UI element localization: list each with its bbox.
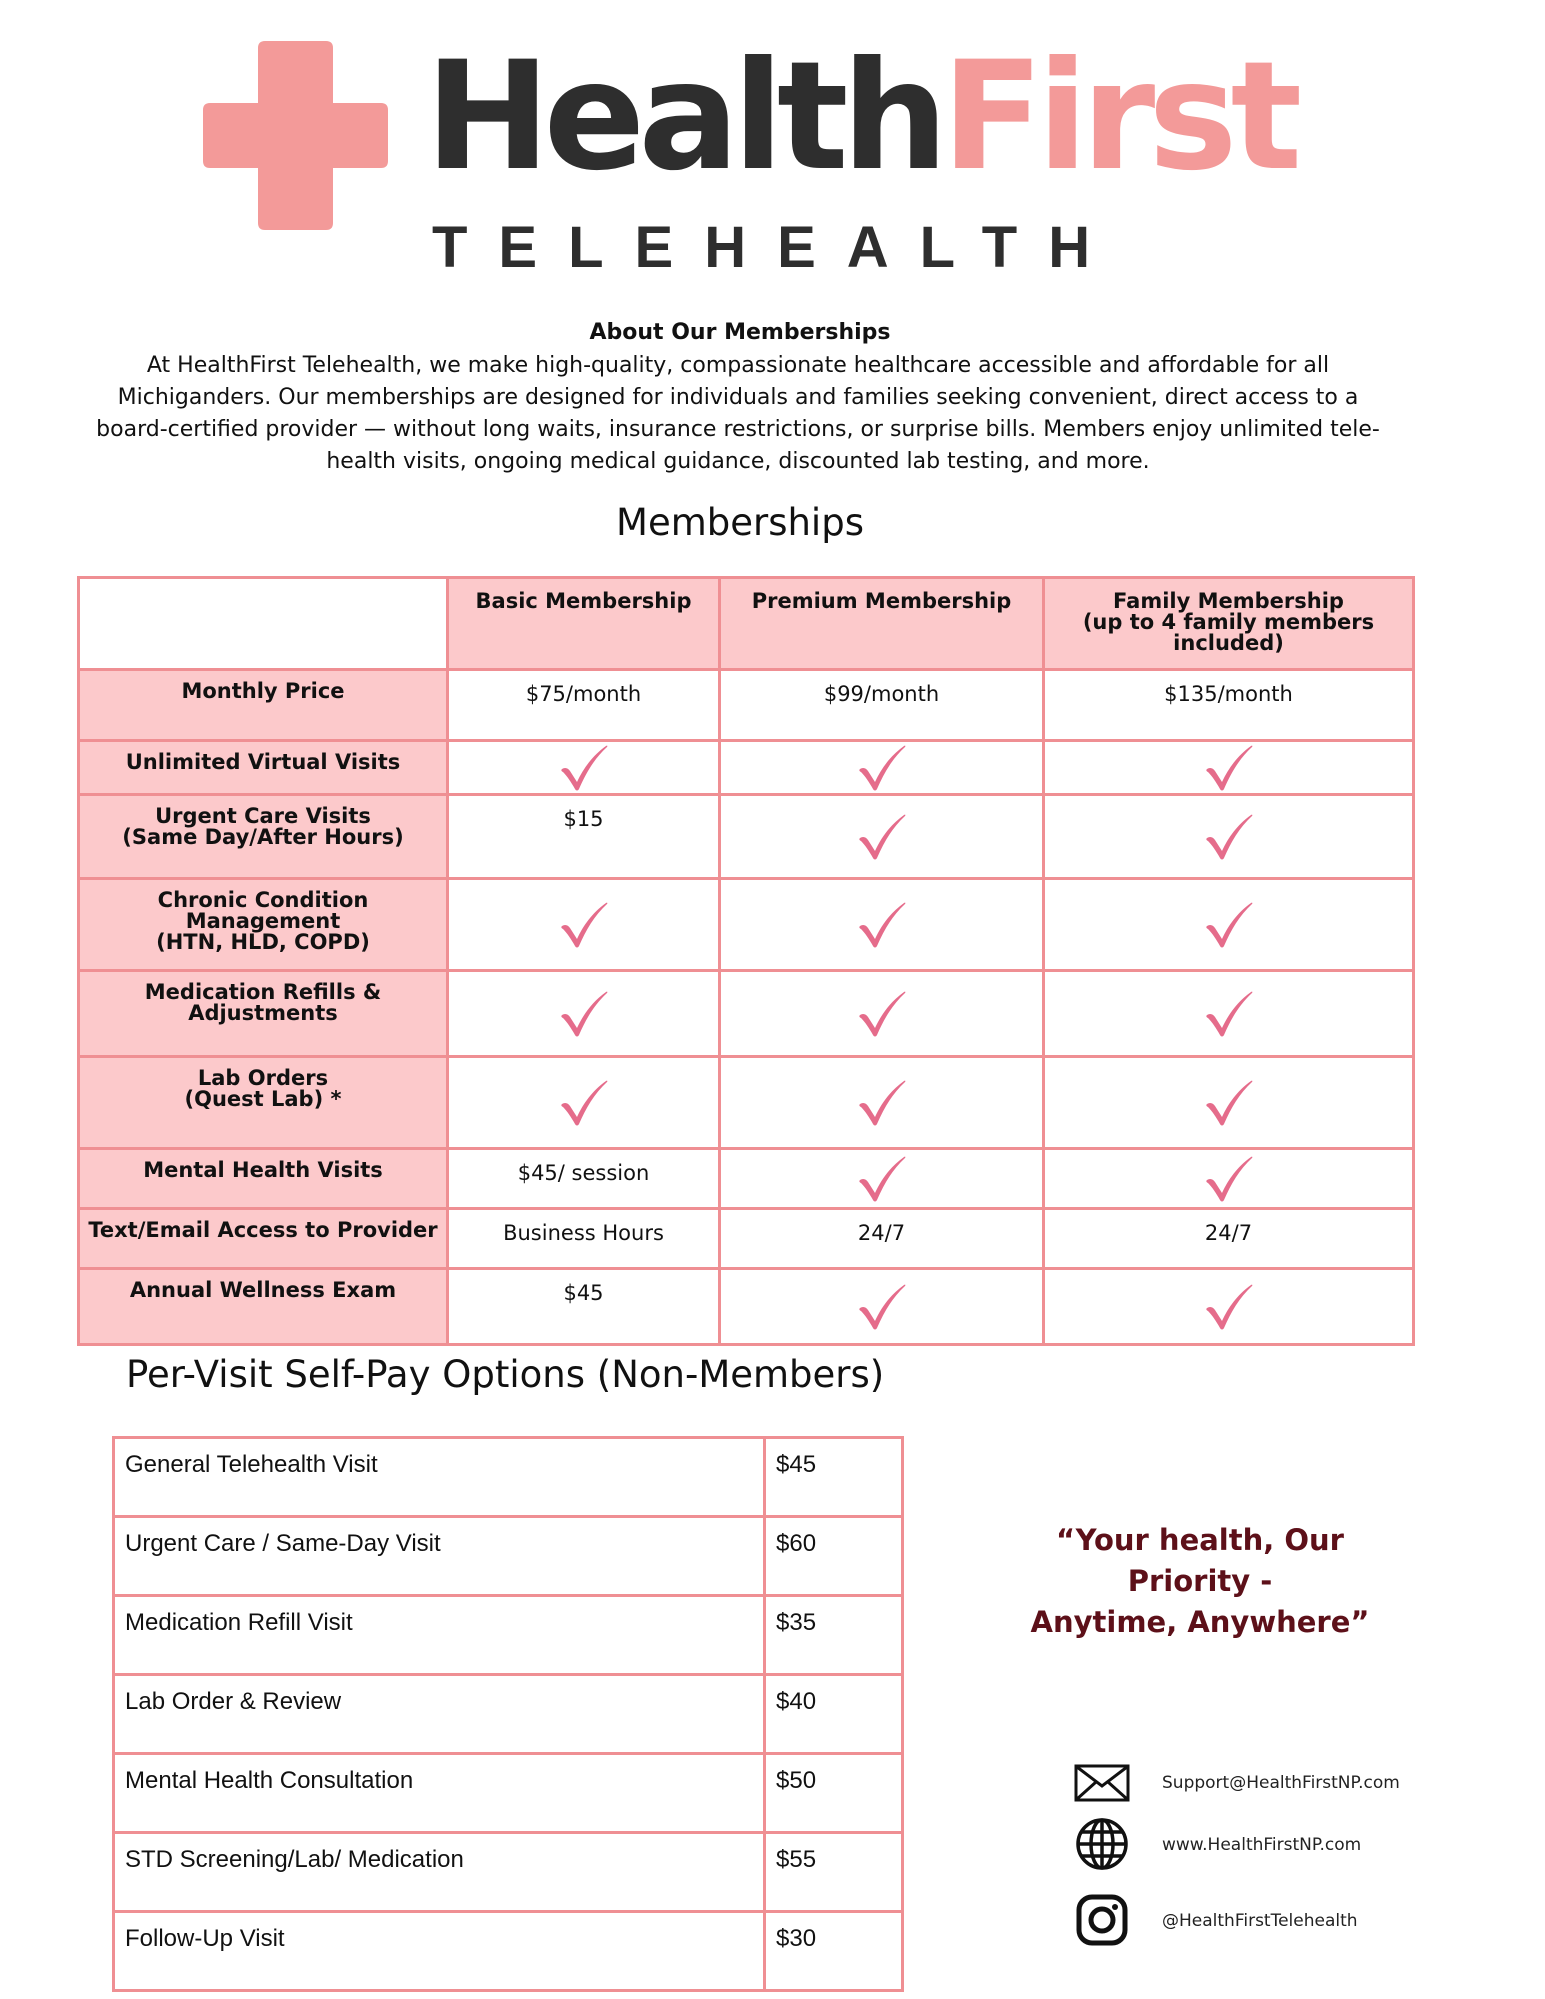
table-row-chronic-condition-management <box>79 879 1414 971</box>
row-label: Urgent Care Visits (Same Day/After Hours) <box>79 795 448 879</box>
service-name: General Telehealth Visit <box>114 1438 765 1517</box>
check-cell-family <box>1044 879 1414 971</box>
instagram-icon <box>1074 1892 1130 1948</box>
checkmark-icon <box>1205 1155 1253 1203</box>
check-cell-premium <box>720 971 1044 1057</box>
check-cell-family <box>1044 1149 1414 1209</box>
per-visit-row <box>114 1912 903 1991</box>
checkmark-icon <box>858 901 906 949</box>
check-cell-family <box>1044 1269 1414 1345</box>
table-row-text-email-access <box>79 1209 1414 1269</box>
service-name: Mental Health Consultation <box>114 1754 765 1833</box>
membership-table <box>77 576 1415 1346</box>
checkmark-icon <box>1205 744 1253 792</box>
about-line: At HealthFirst Telehealth, we make high-quality, compassionate healthcare accessible and affordable for all <box>146 353 1330 378</box>
check-cell-basic <box>448 741 720 795</box>
column-header-family: Family Membership (up to 4 family members included) <box>1044 578 1414 670</box>
row-label: Chronic Condition Management (HTN, HLD, COPD) <box>79 879 448 971</box>
check-cell-family <box>1044 1057 1414 1149</box>
brand-tagline: TELEHEALTH <box>432 215 1122 280</box>
checkmark-icon <box>560 1079 608 1127</box>
slogan-quote <box>990 1520 1410 1643</box>
service-name: Lab Order & Review <box>114 1675 765 1754</box>
table-row-monthly-price <box>79 670 1414 741</box>
contact-email[interactable]: Support@HealthFirstNP.com <box>1162 1773 1400 1793</box>
slogan-line: “Your health, Our Priority - <box>1056 1523 1344 1598</box>
about-paragraph <box>58 350 1418 478</box>
per-visit-row <box>114 1754 903 1833</box>
row-label: Unlimited Virtual Visits <box>79 741 448 795</box>
service-name: Urgent Care / Same-Day Visit <box>114 1517 765 1596</box>
service-name: Follow-Up Visit <box>114 1912 765 1991</box>
value-cell-family: $135/month <box>1044 670 1414 741</box>
envelope-icon <box>1074 1754 1130 1810</box>
check-cell-family <box>1044 741 1414 795</box>
memberships-title: Memberships <box>616 501 864 544</box>
about-line: board-certified provider — without long waits, insurance restrictions, or surprise bills. Members enjoy unlimited tele- <box>96 417 1380 442</box>
per-visit-row <box>114 1833 903 1912</box>
table-row-unlimited-virtual-visits <box>79 741 1414 795</box>
contact-instagram[interactable]: @HealthFirstTelehealth <box>1162 1911 1358 1931</box>
about-line: Michiganders. Our memberships are designed for individuals and families seeking convenient, direct access to a <box>117 385 1359 410</box>
service-name: STD Screening/Lab/ Medication <box>114 1833 765 1912</box>
row-label: Medication Refills & Adjustments <box>79 971 448 1057</box>
value-cell-premium: $99/month <box>720 670 1044 741</box>
checkmark-icon <box>1205 990 1253 1038</box>
medical-cross-icon <box>203 41 388 230</box>
value-cell-basic: $75/month <box>448 670 720 741</box>
check-cell-premium <box>720 795 1044 879</box>
service-price: $55 <box>765 1833 903 1912</box>
service-name: Medication Refill Visit <box>114 1596 765 1675</box>
service-price: $45 <box>765 1438 903 1517</box>
checkmark-icon <box>1205 901 1253 949</box>
per-visit-row <box>114 1596 903 1675</box>
checkmark-icon <box>858 1079 906 1127</box>
checkmark-icon <box>560 901 608 949</box>
checkmark-icon <box>1205 1283 1253 1331</box>
row-label: Mental Health Visits <box>79 1149 448 1209</box>
checkmark-icon <box>858 1155 906 1203</box>
service-price: $50 <box>765 1754 903 1833</box>
check-cell-premium <box>720 1269 1044 1345</box>
brand-part-health: Health <box>425 30 942 204</box>
contact-website[interactable]: www.HealthFirstNP.com <box>1162 1835 1362 1855</box>
per-visit-title: Per-Visit Self-Pay Options (Non-Members) <box>126 1353 885 1396</box>
checkmark-icon <box>560 990 608 1038</box>
checkmark-icon <box>858 744 906 792</box>
checkmark-icon <box>1205 1079 1253 1127</box>
value-cell-family: 24/7 <box>1044 1209 1414 1269</box>
slogan-line: Anytime, Anywhere” <box>1030 1605 1370 1639</box>
row-label: Monthly Price <box>79 670 448 741</box>
about-heading: About Our Memberships <box>589 320 891 345</box>
table-row-mental-health-visits <box>79 1149 1414 1209</box>
brand-logo-text <box>425 32 1295 202</box>
check-cell-premium <box>720 879 1044 971</box>
checkmark-icon <box>858 1283 906 1331</box>
service-price: $40 <box>765 1675 903 1754</box>
table-row-urgent-care-visits <box>79 795 1414 879</box>
check-cell-premium <box>720 741 1044 795</box>
column-header-basic: Basic Membership <box>448 578 720 670</box>
check-cell-premium <box>720 1057 1044 1149</box>
row-label: Annual Wellness Exam <box>79 1269 448 1345</box>
row-label: Lab Orders (Quest Lab) * <box>79 1057 448 1149</box>
service-price: $60 <box>765 1517 903 1596</box>
check-cell-basic <box>448 879 720 971</box>
per-visit-row <box>114 1675 903 1754</box>
table-corner-cell <box>79 578 448 670</box>
checkmark-icon <box>1205 813 1253 861</box>
per-visit-table <box>112 1436 904 1992</box>
check-cell-basic <box>448 971 720 1057</box>
about-line: health visits, ongoing medical guidance, discounted lab testing, and more. <box>326 449 1150 474</box>
check-cell-basic <box>448 1057 720 1149</box>
checkmark-icon <box>560 744 608 792</box>
globe-icon <box>1074 1816 1130 1872</box>
brand-part-first: First <box>941 30 1296 204</box>
per-visit-row <box>114 1438 903 1517</box>
value-cell-basic: $45/ session <box>448 1149 720 1209</box>
value-cell-premium: 24/7 <box>720 1209 1044 1269</box>
checkmark-icon <box>858 990 906 1038</box>
check-cell-family <box>1044 971 1414 1057</box>
check-cell-premium <box>720 1149 1044 1209</box>
column-header-premium: Premium Membership <box>720 578 1044 670</box>
table-row-medication-refills <box>79 971 1414 1057</box>
table-row-annual-wellness-exam <box>79 1269 1414 1345</box>
checkmark-icon <box>858 813 906 861</box>
value-cell-basic: $15 <box>448 795 720 879</box>
service-price: $30 <box>765 1912 903 1991</box>
table-header-row <box>79 578 1414 670</box>
value-cell-basic: Business Hours <box>448 1209 720 1269</box>
value-cell-basic: $45 <box>448 1269 720 1345</box>
table-row-lab-orders <box>79 1057 1414 1149</box>
row-label: Text/Email Access to Provider <box>79 1209 448 1269</box>
service-price: $35 <box>765 1596 903 1675</box>
per-visit-row <box>114 1517 903 1596</box>
check-cell-family <box>1044 795 1414 879</box>
